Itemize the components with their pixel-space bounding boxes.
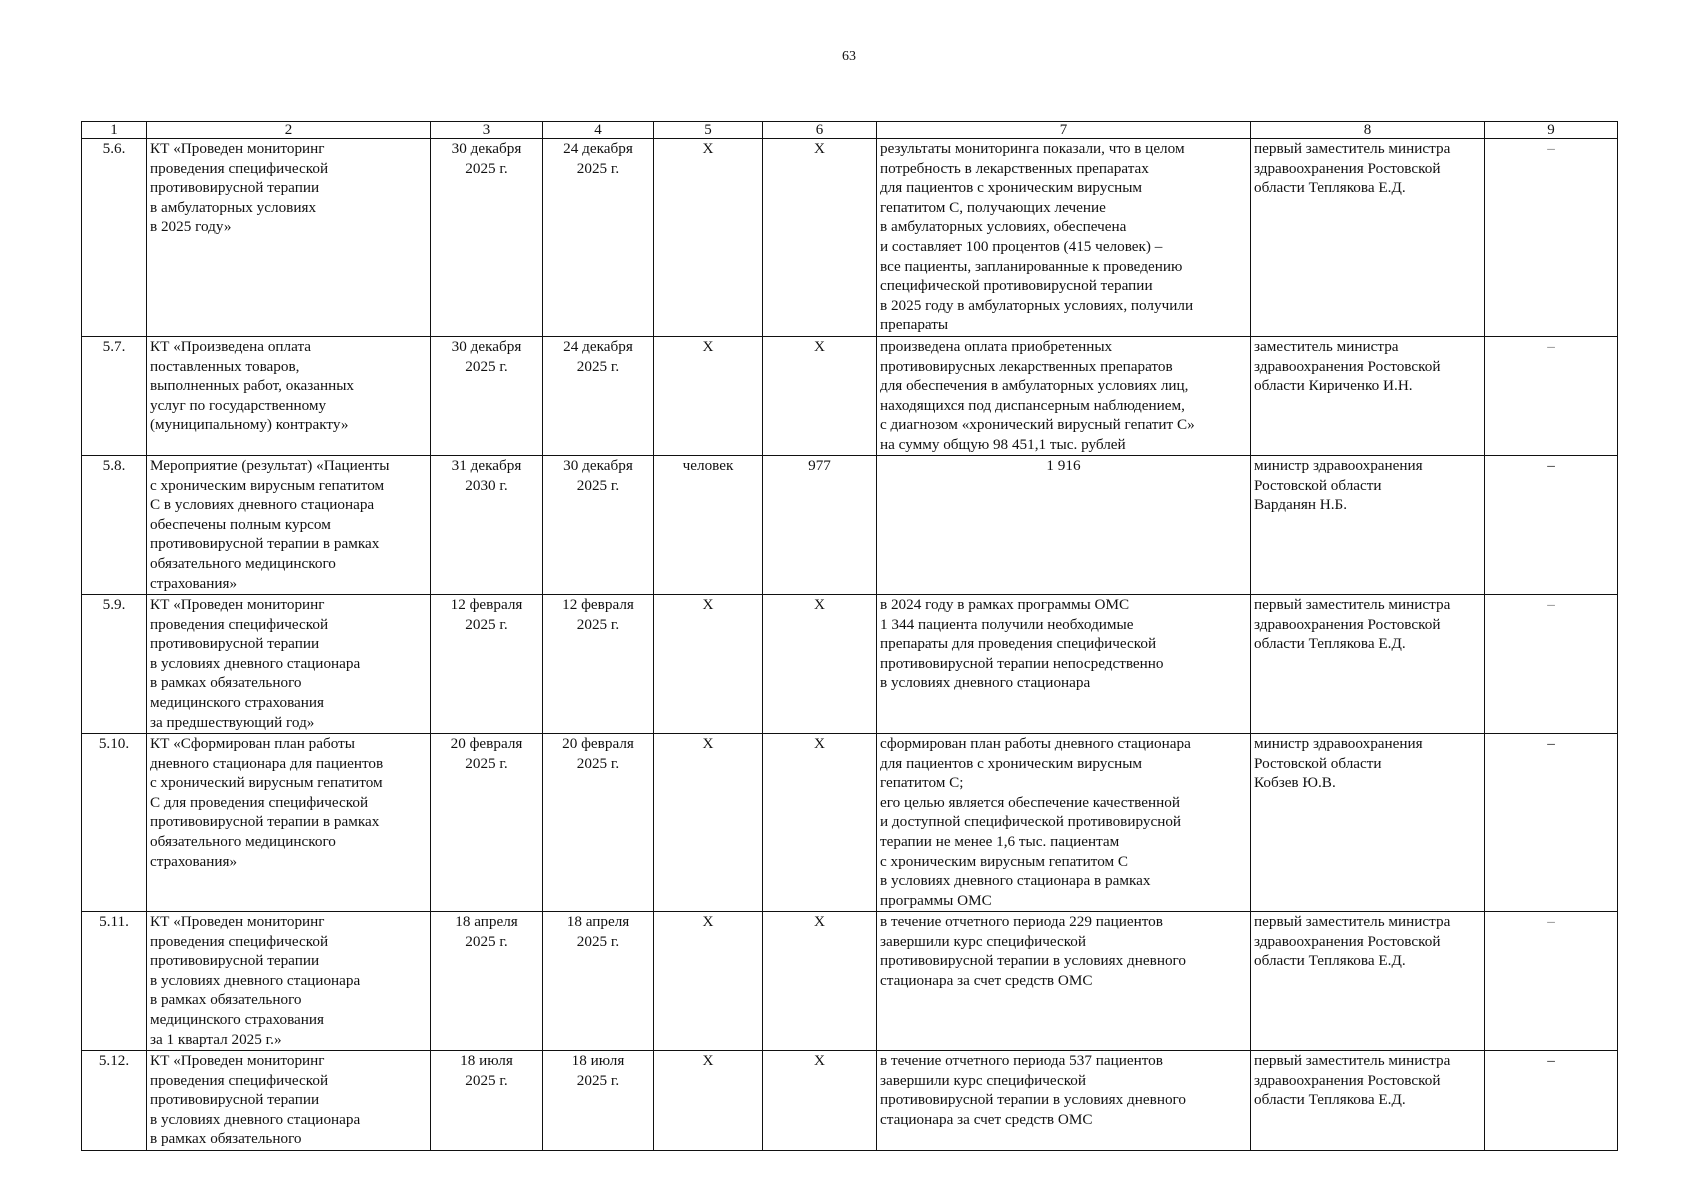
actual-date: 24 декабря 2025 г. — [563, 338, 633, 375]
report-table — [81, 121, 1618, 1151]
table-row — [82, 337, 1618, 456]
result-text: результаты мониторинга показали, что в целом потребность в лекарственных препаратах для пациентов с хроническим вирусным гепатитом С, получающих лечение в амбулаторных условиях, обеспечена и составляет 100 процентов (415 человек) – все пациенты, запланированные к проведению специфической противовирусной терапии в 2025 году в амбулаторных условиях, получили препараты — [880, 140, 1194, 334]
value: X — [814, 735, 825, 752]
actual-date: 24 декабря 2025 г. — [563, 140, 633, 177]
unit: X — [702, 913, 714, 930]
responsible-person: министр здравоохранения Ростовской области Кобзев Ю.В. — [1254, 735, 1423, 792]
column-header: 2 — [147, 122, 431, 139]
unit: X — [702, 735, 714, 752]
value: X — [814, 140, 825, 157]
note-dash: – — [1547, 1052, 1555, 1069]
note-dash: – — [1547, 596, 1555, 613]
value: X — [814, 338, 825, 355]
item-name: КТ «Проведен мониторинг проведения специфической противовирусной терапии в условиях дневного стационара в рамках обязательного медицинского страхования за предшествующий год» — [150, 596, 361, 731]
result-text: произведена оплата приобретенных противовирусных лекарственных препаратов для обеспечения в амбулаторных условиях лиц, находящихся под диспансерным наблюдением, с диагнозом «хронический вирусный гепатит С» на сумму общую 98 451,1 тыс. рублей — [880, 338, 1195, 453]
unit: X — [702, 596, 714, 613]
unit: X — [702, 338, 714, 355]
page-number: 63 — [842, 49, 856, 64]
result-text: сформирован план работы дневного стационара для пациентов с хроническим вирусным гепатитом С; его целью является обеспечение качественной и доступной специфической противовирусной терапии не менее 1,6 тыс. пациентам с хроническим вирусным гепатитом С в условиях дневного стационара в рамках программы ОМС — [880, 735, 1191, 909]
result-text: в 2024 году в рамках программы ОМС 1 344 пациента получили необходимые препараты для проведения специфической противовирусной терапии непосредственно в условиях дневного стационара — [880, 596, 1164, 692]
actual-date: 20 февраля 2025 г. — [562, 735, 634, 772]
result-text: в течение отчетного периода 537 пациентов завершили курс специфической противовирусной терапии в условиях дневного стационара за счет средств ОМС — [880, 1052, 1186, 1128]
table-row — [82, 139, 1618, 337]
unit: X — [702, 140, 714, 157]
note-dash: – — [1547, 457, 1555, 474]
item-name: КТ «Проведен мониторинг проведения специфической противовирусной терапии в условиях дневного стационара в рамках обязательного — [150, 1052, 361, 1148]
table-row — [82, 734, 1618, 912]
item-name: КТ «Сформирован план работы дневного стационара для пациентов с хронический вирусным гепатитом С для проведения специфической противовирусной терапии в рамках обязательного медицинского страхования» — [150, 735, 384, 870]
row-number: 5.7. — [102, 338, 126, 355]
unit: человек — [682, 457, 734, 474]
planned-date: 18 апреля 2025 г. — [455, 913, 518, 950]
table-row — [82, 1051, 1618, 1151]
table-row — [82, 912, 1618, 1051]
column-header: 5 — [654, 122, 763, 139]
row-number: 5.11. — [99, 913, 129, 930]
note-dash: – — [1547, 140, 1555, 157]
item-name: КТ «Проведен мониторинг проведения специфической противовирусной терапии в условиях дневного стационара в рамках обязательного медицинского страхования за 1 квартал 2025 г.» — [150, 913, 361, 1048]
value: X — [814, 913, 825, 930]
column-header: 3 — [431, 122, 543, 139]
header-row — [82, 122, 1618, 139]
planned-date: 31 декабря 2030 г. — [451, 457, 522, 494]
responsible-person: первый заместитель министра здравоохранения Ростовской области Теплякова Е.Д. — [1254, 1052, 1451, 1109]
planned-date: 30 декабря 2025 г. — [451, 338, 522, 375]
result-text: 1 916 — [1046, 457, 1081, 474]
row-number: 5.9. — [102, 596, 126, 613]
row-number: 5.8. — [102, 457, 126, 474]
table-row — [82, 456, 1618, 595]
unit: X — [702, 1052, 714, 1069]
note-dash: – — [1547, 735, 1555, 752]
actual-date: 18 июля 2025 г. — [571, 1052, 625, 1089]
value: X — [814, 596, 825, 613]
planned-date: 12 февраля 2025 г. — [450, 596, 523, 633]
row-number: 5.10. — [98, 735, 130, 752]
planned-date: 18 июля 2025 г. — [460, 1052, 513, 1089]
item-name: КТ «Проведен мониторинг проведения специфической противовирусной терапии в амбулаторных условиях в 2025 году» — [150, 140, 329, 236]
note-dash: – — [1547, 913, 1555, 930]
column-header: 4 — [543, 122, 654, 139]
column-header: 8 — [1251, 122, 1485, 139]
responsible-person: первый заместитель министра здравоохранения Ростовской области Теплякова Е.Д. — [1254, 596, 1451, 653]
planned-date: 20 февраля 2025 г. — [450, 735, 523, 772]
table-row — [82, 595, 1618, 734]
column-header: 9 — [1485, 122, 1618, 139]
column-header: 6 — [763, 122, 877, 139]
row-number: 5.12. — [98, 1052, 130, 1069]
result-text: в течение отчетного периода 229 пациентов завершили курс специфической противовирусной терапии в условиях дневного стационара за счет средств ОМС — [880, 913, 1186, 989]
note-dash: – — [1547, 338, 1555, 355]
responsible-person: министр здравоохранения Ростовской области Варданян Н.Б. — [1254, 457, 1423, 514]
item-name: Мероприятие (результат) «Пациенты с хроническим вирусным гепатитом С в условиях дневного стационара обеспечены полным курсом противовирусной терапии в рамках обязательного медицинского страхования» — [150, 457, 390, 592]
column-header: 1 — [82, 122, 147, 139]
actual-date: 18 апреля 2025 г. — [566, 913, 630, 950]
responsible-person: заместитель министра здравоохранения Ростовской области Кириченко И.Н. — [1254, 338, 1441, 395]
value: X — [814, 1052, 825, 1069]
item-name: КТ «Произведена оплата поставленных товаров, выполненных работ, оказанных услуг по государственному (муниципальному) контракту» — [150, 338, 355, 434]
row-number: 5.6. — [102, 140, 126, 157]
actual-date: 12 февраля 2025 г. — [562, 596, 634, 633]
actual-date: 30 декабря 2025 г. — [563, 457, 633, 494]
responsible-person: первый заместитель министра здравоохранения Ростовской области Теплякова Е.Д. — [1254, 913, 1451, 970]
value: 977 — [808, 457, 831, 474]
planned-date: 30 декабря 2025 г. — [451, 140, 522, 177]
column-header: 7 — [877, 122, 1251, 139]
responsible-person: первый заместитель министра здравоохранения Ростовской области Теплякова Е.Д. — [1254, 140, 1451, 197]
